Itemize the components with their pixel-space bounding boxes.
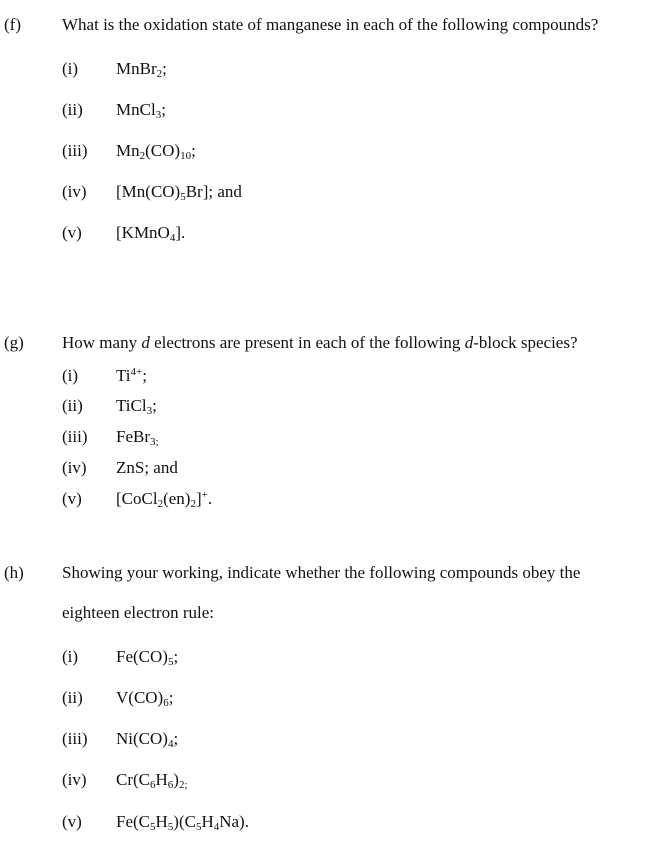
item-number: (v) <box>62 223 82 242</box>
item-number: (iv) <box>62 182 87 201</box>
section-h-label: (h) <box>4 563 24 582</box>
item-formula: MnBr$_2$; <box>116 59 167 80</box>
item-number: (iii) <box>62 141 88 160</box>
item-number: (v) <box>62 489 82 508</box>
item-formula: $Ti^{4+}$; <box>116 366 147 385</box>
section-f-label: (f) <box>4 15 21 34</box>
item-formula: ZnS; and <box>116 458 178 477</box>
item-formula: [KMnO$_4$]. <box>116 223 186 244</box>
item-number: (i) <box>62 59 79 78</box>
item-number: (iii) <box>62 427 88 446</box>
item-number: (ii) <box>62 100 83 119</box>
item-number: (iv) <box>62 770 87 789</box>
item-formula: TiCl$_3$; <box>116 396 157 417</box>
item-formula: $Fe(CO)_5$; <box>116 647 179 668</box>
section-h-question-line1: Showing your working, indicate whether the following compounds obey the <box>62 563 581 582</box>
item-formula: FeBr$_{3;}$ <box>116 427 159 448</box>
item-number: (i) <box>62 647 79 666</box>
section-g-label: (g) <box>4 333 24 352</box>
item-number: (v) <box>62 812 82 831</box>
item-number: (ii) <box>62 396 83 415</box>
item-formula: $[CoCl_2(en)_2]^+$. <box>116 489 213 510</box>
item-formula: $Cr(C_6H_6)_{2;}$ <box>116 770 188 791</box>
item-number: (i) <box>62 366 79 385</box>
item-formula: $Fe(C_5H_5)(C_5H_4Na)$. <box>116 812 249 833</box>
item-formula: $Ni(CO)_4$; <box>116 729 179 750</box>
item-number: (iv) <box>62 458 87 477</box>
section-g-question: How many d electrons are present in each of the following d-block species? <box>62 333 578 352</box>
section-h-question-line2: eighteen electron rule: <box>62 603 214 622</box>
item-formula: MnCl$_3$; <box>116 100 166 121</box>
item-number: (iii) <box>62 729 88 748</box>
section-f-question: What is the oxidation state of manganese in each of the following compounds? <box>62 15 599 34</box>
item-formula: $Mn_2(CO)_{10}$; <box>116 141 196 162</box>
item-formula: $V(CO)_6$; <box>116 688 174 709</box>
item-number: (ii) <box>62 688 83 707</box>
item-formula: $[Mn(CO)_5Br]$; and <box>116 182 242 203</box>
